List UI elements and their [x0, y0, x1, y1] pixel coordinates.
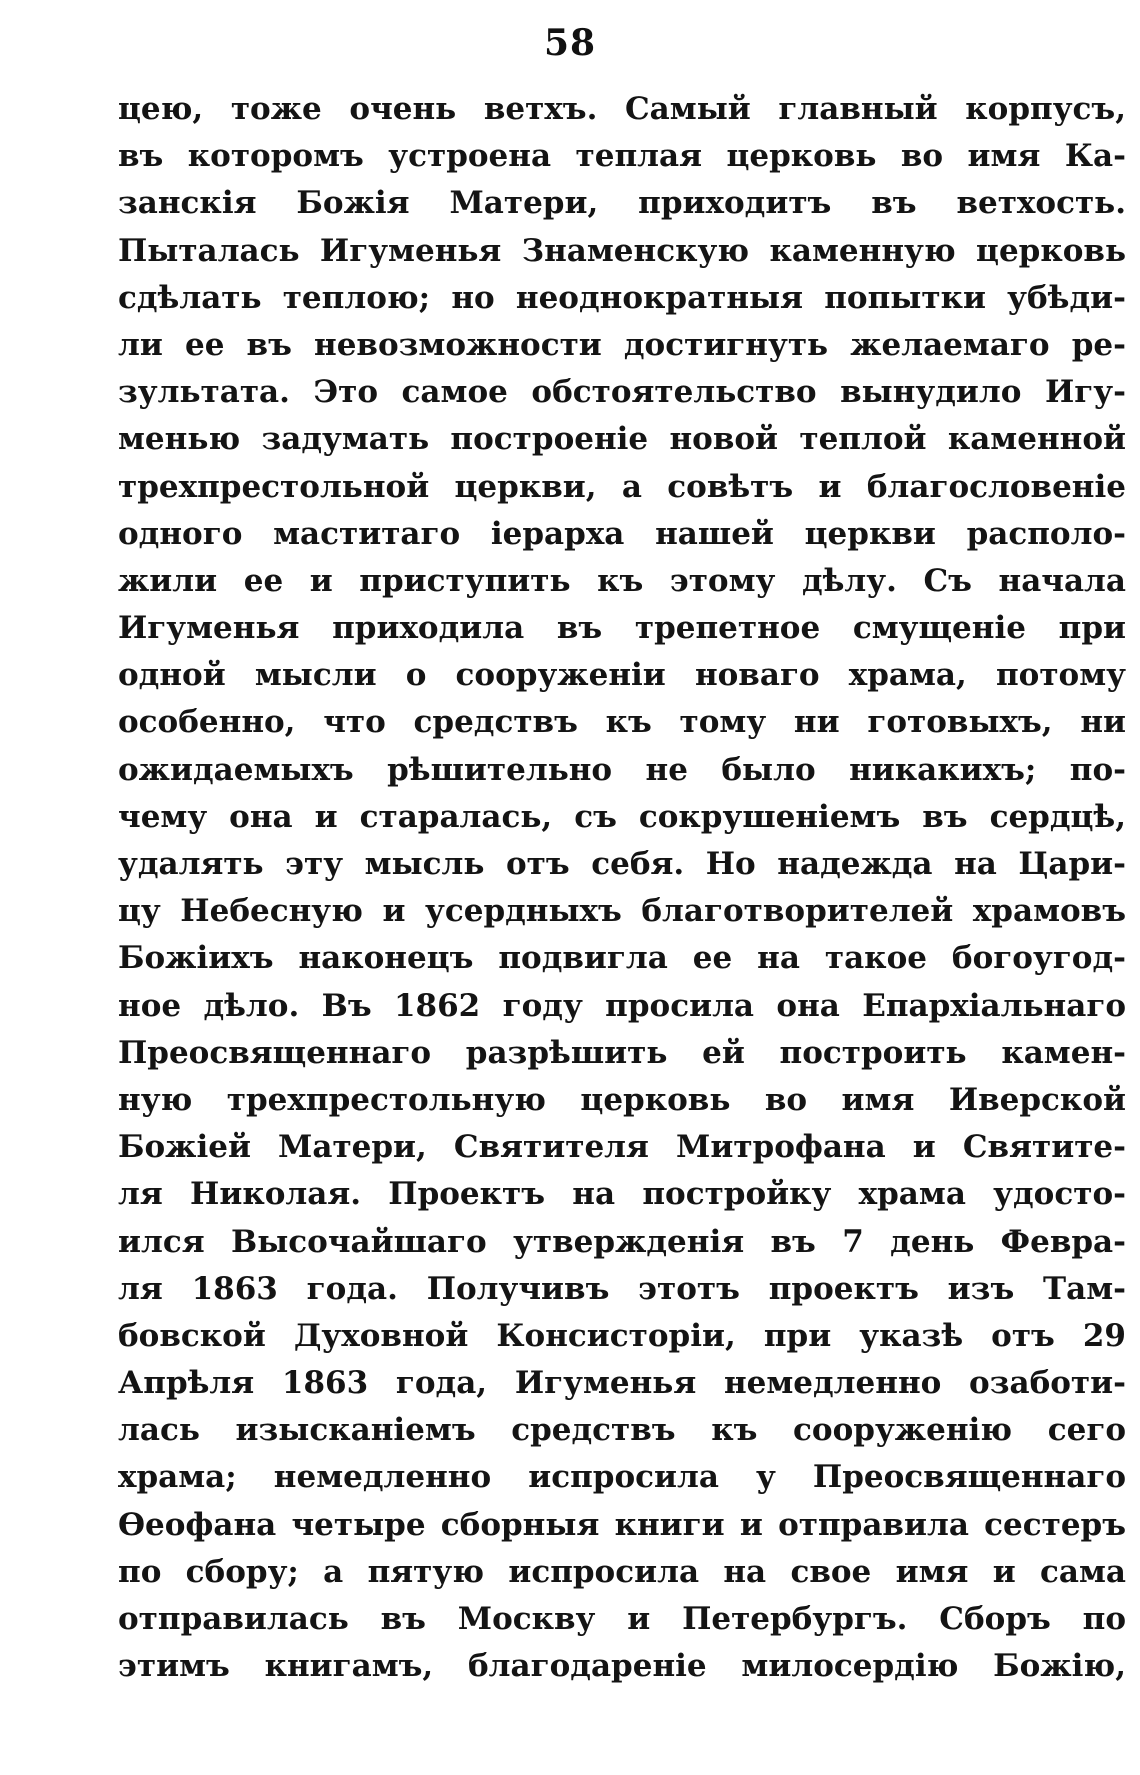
text-line: одного маститаго іерарха нашей церкви располо-	[118, 515, 1126, 552]
text-line: храма; немедленно испросила у Преосвященнаго	[118, 1459, 1126, 1496]
text-line: трехпрестольной церкви, а совѣтъ и благословеніе	[118, 468, 1126, 505]
text-line: этимъ книгамъ, благодареніе милосердію Божію,	[118, 1648, 1126, 1685]
text-line: Апрѣля 1863 года, Игуменья немедленно озаботи-	[118, 1365, 1126, 1402]
text-line: Игуменья приходила въ трепетное смущеніе при	[118, 610, 1126, 647]
body-text	[118, 86, 1126, 1690]
text-line: менью задумать построеніе новой теплой каменной	[118, 421, 1126, 458]
text-line: лась изысканіемъ средствъ къ сооруженію сего	[118, 1412, 1126, 1449]
text-line: по сбору; а пятую испросила на свое имя и сама	[118, 1553, 1126, 1590]
text-line: ную трехпрестольную церковь во имя Иверской	[118, 1081, 1126, 1118]
text-line: Преосвященнаго разрѣшить ей построить камен-	[118, 1034, 1126, 1071]
text-line: въ которомъ устроена теплая церковь во имя Ка-	[118, 138, 1126, 175]
text-line: сдѣлать теплою; но неоднократныя попытки убѣди-	[118, 279, 1126, 316]
text-line: ился Высочайшаго утвержденія въ 7 день Февра-	[118, 1223, 1126, 1260]
text-line: Божіихъ наконецъ подвигла ее на такое богоугод-	[118, 940, 1126, 977]
text-line: Ѳеофана четыре сборныя книги и отправила сестеръ	[118, 1506, 1126, 1543]
text-line: ожидаемыхъ рѣшительно не было никакихъ; по-	[118, 751, 1126, 788]
text-line: цею, тоже очень ветхъ. Самый главный корпусъ,	[118, 91, 1126, 127]
text-line: Пыталась Игуменья Знаменскую каменную церковь	[118, 232, 1126, 269]
text-line: удалять эту мысль отъ себя. Но надежда на Цари-	[118, 846, 1126, 882]
text-line: Божіей Матери, Святителя Митрофана и Святите-	[118, 1129, 1126, 1166]
text-line: ли ее въ невозможности достигнуть желаемаго ре-	[118, 326, 1126, 363]
text-line: ля Николая. Проектъ на постройку храма удосто-	[118, 1176, 1126, 1213]
text-line: отправилась въ Москву и Петербургъ. Сборъ по	[118, 1601, 1126, 1637]
text-line: одной мысли о сооруженіи новаго храма, потому	[118, 657, 1126, 694]
text-line: зультата. Это самое обстоятельство вынудило Игу-	[118, 374, 1126, 411]
text-line: бовской Духовной Консисторіи, при указѣ отъ 29	[118, 1317, 1126, 1354]
page-number: 58	[543, 22, 597, 64]
text-line: занскія Божія Матери, приходитъ въ ветхость.	[118, 185, 1126, 222]
text-line: чему она и старалась, съ сокрушеніемъ въ сердцѣ,	[118, 798, 1126, 835]
text-line: жили ее и приступить къ этому дѣлу. Съ начала	[118, 562, 1126, 599]
text-line: ное дѣло. Въ 1862 году просила она Епархіальнаго	[118, 987, 1126, 1024]
text-line: ля 1863 года. Получивъ этотъ проектъ изъ Там-	[118, 1270, 1126, 1307]
text-line: цу Небесную и усердныхъ благотворителей храмовъ	[118, 893, 1126, 930]
text-line: особенно, что средствъ къ тому ни готовыхъ, ни	[118, 704, 1126, 741]
